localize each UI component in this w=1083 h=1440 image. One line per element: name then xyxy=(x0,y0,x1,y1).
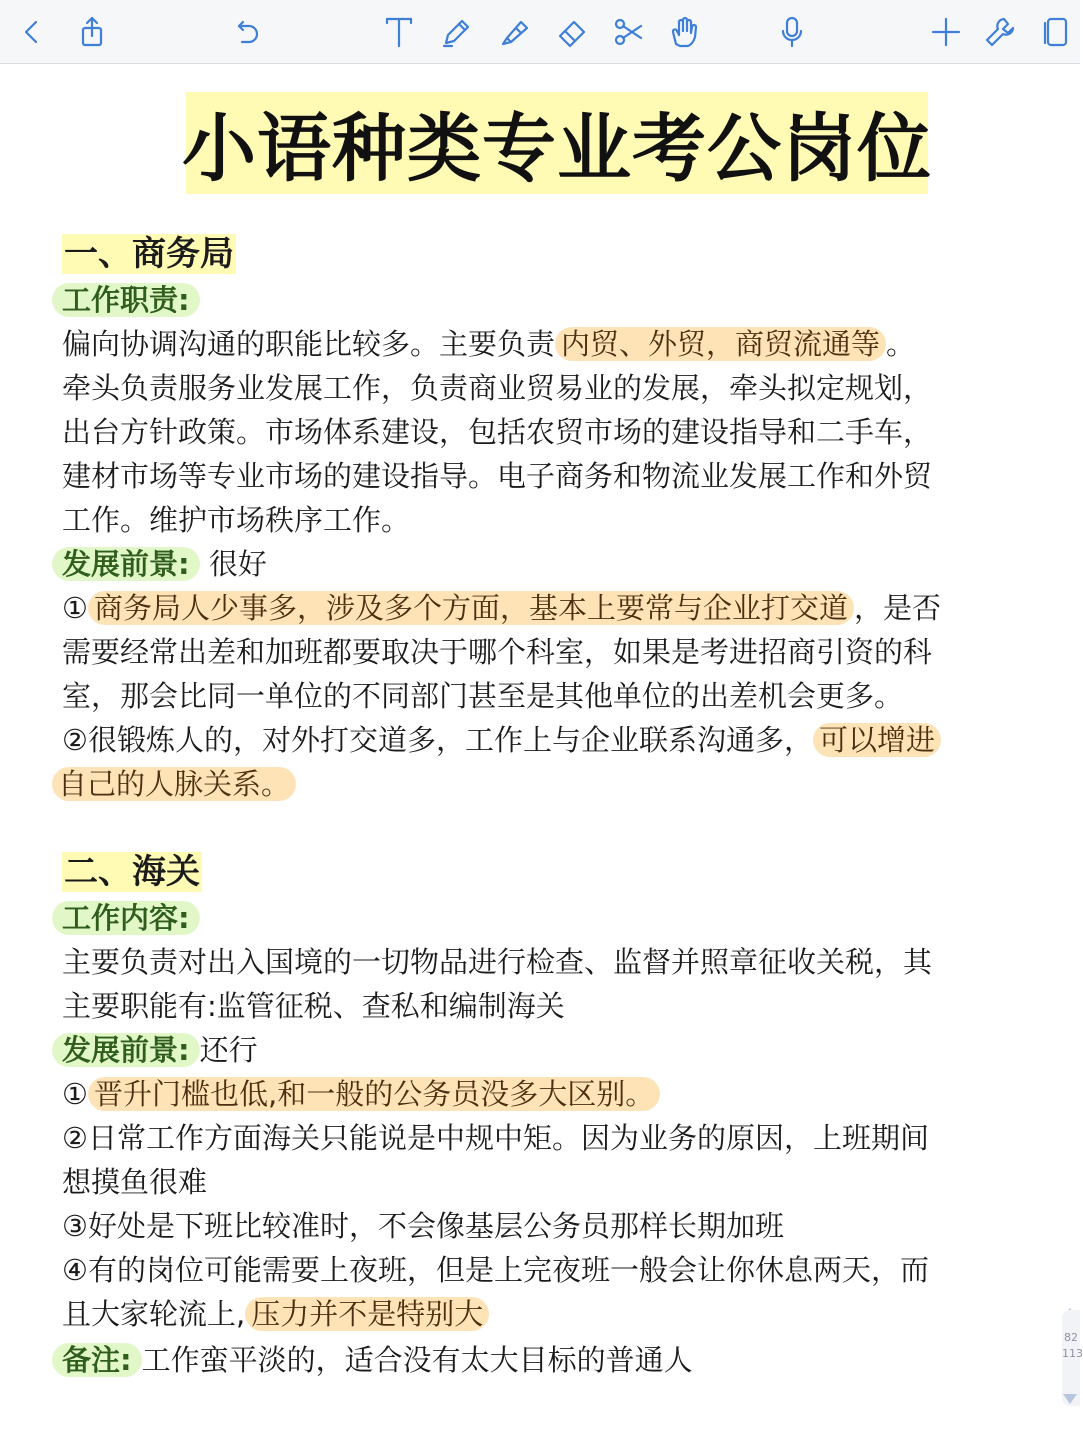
prospect-label: 发展前景: xyxy=(52,1033,200,1067)
text-segment: ① xyxy=(62,591,88,625)
label-line xyxy=(62,1028,1022,1072)
scroll-bottom-number: 113 xyxy=(1062,1347,1083,1360)
text-segment: ① xyxy=(62,1077,88,1111)
scissors-icon[interactable] xyxy=(607,10,651,54)
label-line xyxy=(62,542,1022,586)
page-title: 小语种类专业考公岗位 xyxy=(182,106,932,192)
section-heading-text: 一、商务局 xyxy=(64,234,234,274)
text-line: 主要职能有:监管征税、查私和编制海关 xyxy=(62,989,565,1023)
microphone-icon[interactable] xyxy=(770,10,814,54)
scroll-top-number: 82 xyxy=(1064,1331,1078,1344)
text-line: ③好处是下班比较准时，不会像基层公务员那样长期加班 xyxy=(62,1209,784,1243)
wrench-icon[interactable] xyxy=(978,10,1022,54)
highlight-segment: 压力并不是特别大 xyxy=(245,1297,489,1331)
text-line: 出台方针政策。市场体系建设，包括农贸市场的建设指导和二手车， xyxy=(62,415,933,449)
text-line xyxy=(62,322,1022,366)
highlight-segment: 商务局人少事多，涉及多个方面，基本上要常与企业打交道 xyxy=(88,591,854,625)
toolbar xyxy=(0,0,1080,64)
text-line: 室，那会比同一单位的不同部门甚至是其他单位的出差机会更多。 xyxy=(62,679,904,713)
text-tool-icon[interactable] xyxy=(377,10,421,54)
back-icon[interactable] xyxy=(10,10,54,54)
text-line: 主要负责对出入国境的一切物品进行检查、监督并照章征收关税，其 xyxy=(62,945,933,979)
undo-icon[interactable] xyxy=(224,10,268,54)
text-line: 想摸鱼很难 xyxy=(62,1165,208,1199)
prospect-value: 还行 xyxy=(199,1033,258,1067)
prospect-value: 很好 xyxy=(199,547,267,581)
label-line xyxy=(62,1338,1022,1382)
section-heading-text: 二、海关 xyxy=(64,852,200,892)
text-line: ④有的岗位可能需要上夜班，但是上完夜班一般会让你休息两天，而 xyxy=(62,1253,929,1287)
text-line: ②日常工作方面海关只能说是中规中矩。因为业务的原因，上班期间 xyxy=(62,1121,929,1155)
highlighter-icon[interactable] xyxy=(492,10,536,54)
highlight-segment: 自己的人脉关系。 xyxy=(52,767,296,801)
text-segment: 。 xyxy=(886,327,916,361)
text-line: 需要经常出差和加班都要取决于哪个科室，如果是考进招商引资的科 xyxy=(62,635,933,669)
note-page xyxy=(0,64,1083,1440)
text-line: 工作。维护市场秩序工作。 xyxy=(62,503,411,537)
text-line xyxy=(62,586,1022,630)
text-line: 牵头负责服务业发展工作，负责商业贸易业的发展，牵头拟定规划， xyxy=(62,371,933,405)
text-line xyxy=(58,762,1022,806)
section-heading xyxy=(62,848,1022,896)
label-line xyxy=(62,278,1022,322)
duty-label: 工作内容: xyxy=(52,901,200,935)
share-icon[interactable] xyxy=(70,10,114,54)
text-segment: 且大家轮流上, xyxy=(62,1297,246,1331)
page-icon[interactable] xyxy=(1034,10,1078,54)
hand-icon[interactable] xyxy=(662,10,706,54)
scroll-down-icon[interactable] xyxy=(1063,1394,1077,1404)
title-highlight xyxy=(182,92,932,194)
highlight-segment: 可以增进 xyxy=(813,723,941,757)
label-line xyxy=(62,896,1022,940)
text-line: 建材市场等专业市场的建设指导。电子商务和物流业发展工作和外贸 xyxy=(62,459,933,493)
note-label: 备注: xyxy=(52,1343,142,1377)
highlight-segment: 晋升门槛也低,和一般的公务员没多大区别。 xyxy=(88,1077,660,1111)
pen-icon[interactable] xyxy=(434,10,478,54)
note-value: 工作蛮平淡的，适合没有太大目标的普通人 xyxy=(141,1343,693,1377)
text-segment: ②很锻炼人的，对外打交道多，工作上与企业联系沟通多， xyxy=(62,723,813,757)
text-line xyxy=(62,718,1022,762)
highlight-segment: 内贸、外贸，商贸流通等 xyxy=(555,327,886,361)
text-segment: ，是否 xyxy=(854,591,942,625)
text-segment: 偏向协调沟通的职能比较多。主要负责 xyxy=(62,327,556,361)
page-scroll-indicator[interactable] xyxy=(1062,1310,1083,1406)
section-heading xyxy=(62,230,1022,278)
prospect-label: 发展前景: xyxy=(52,547,200,581)
duty-label: 工作职责: xyxy=(52,283,200,317)
text-line xyxy=(62,1292,1022,1336)
eraser-icon[interactable] xyxy=(550,10,594,54)
add-icon[interactable] xyxy=(924,10,968,54)
text-line xyxy=(62,1072,1022,1116)
